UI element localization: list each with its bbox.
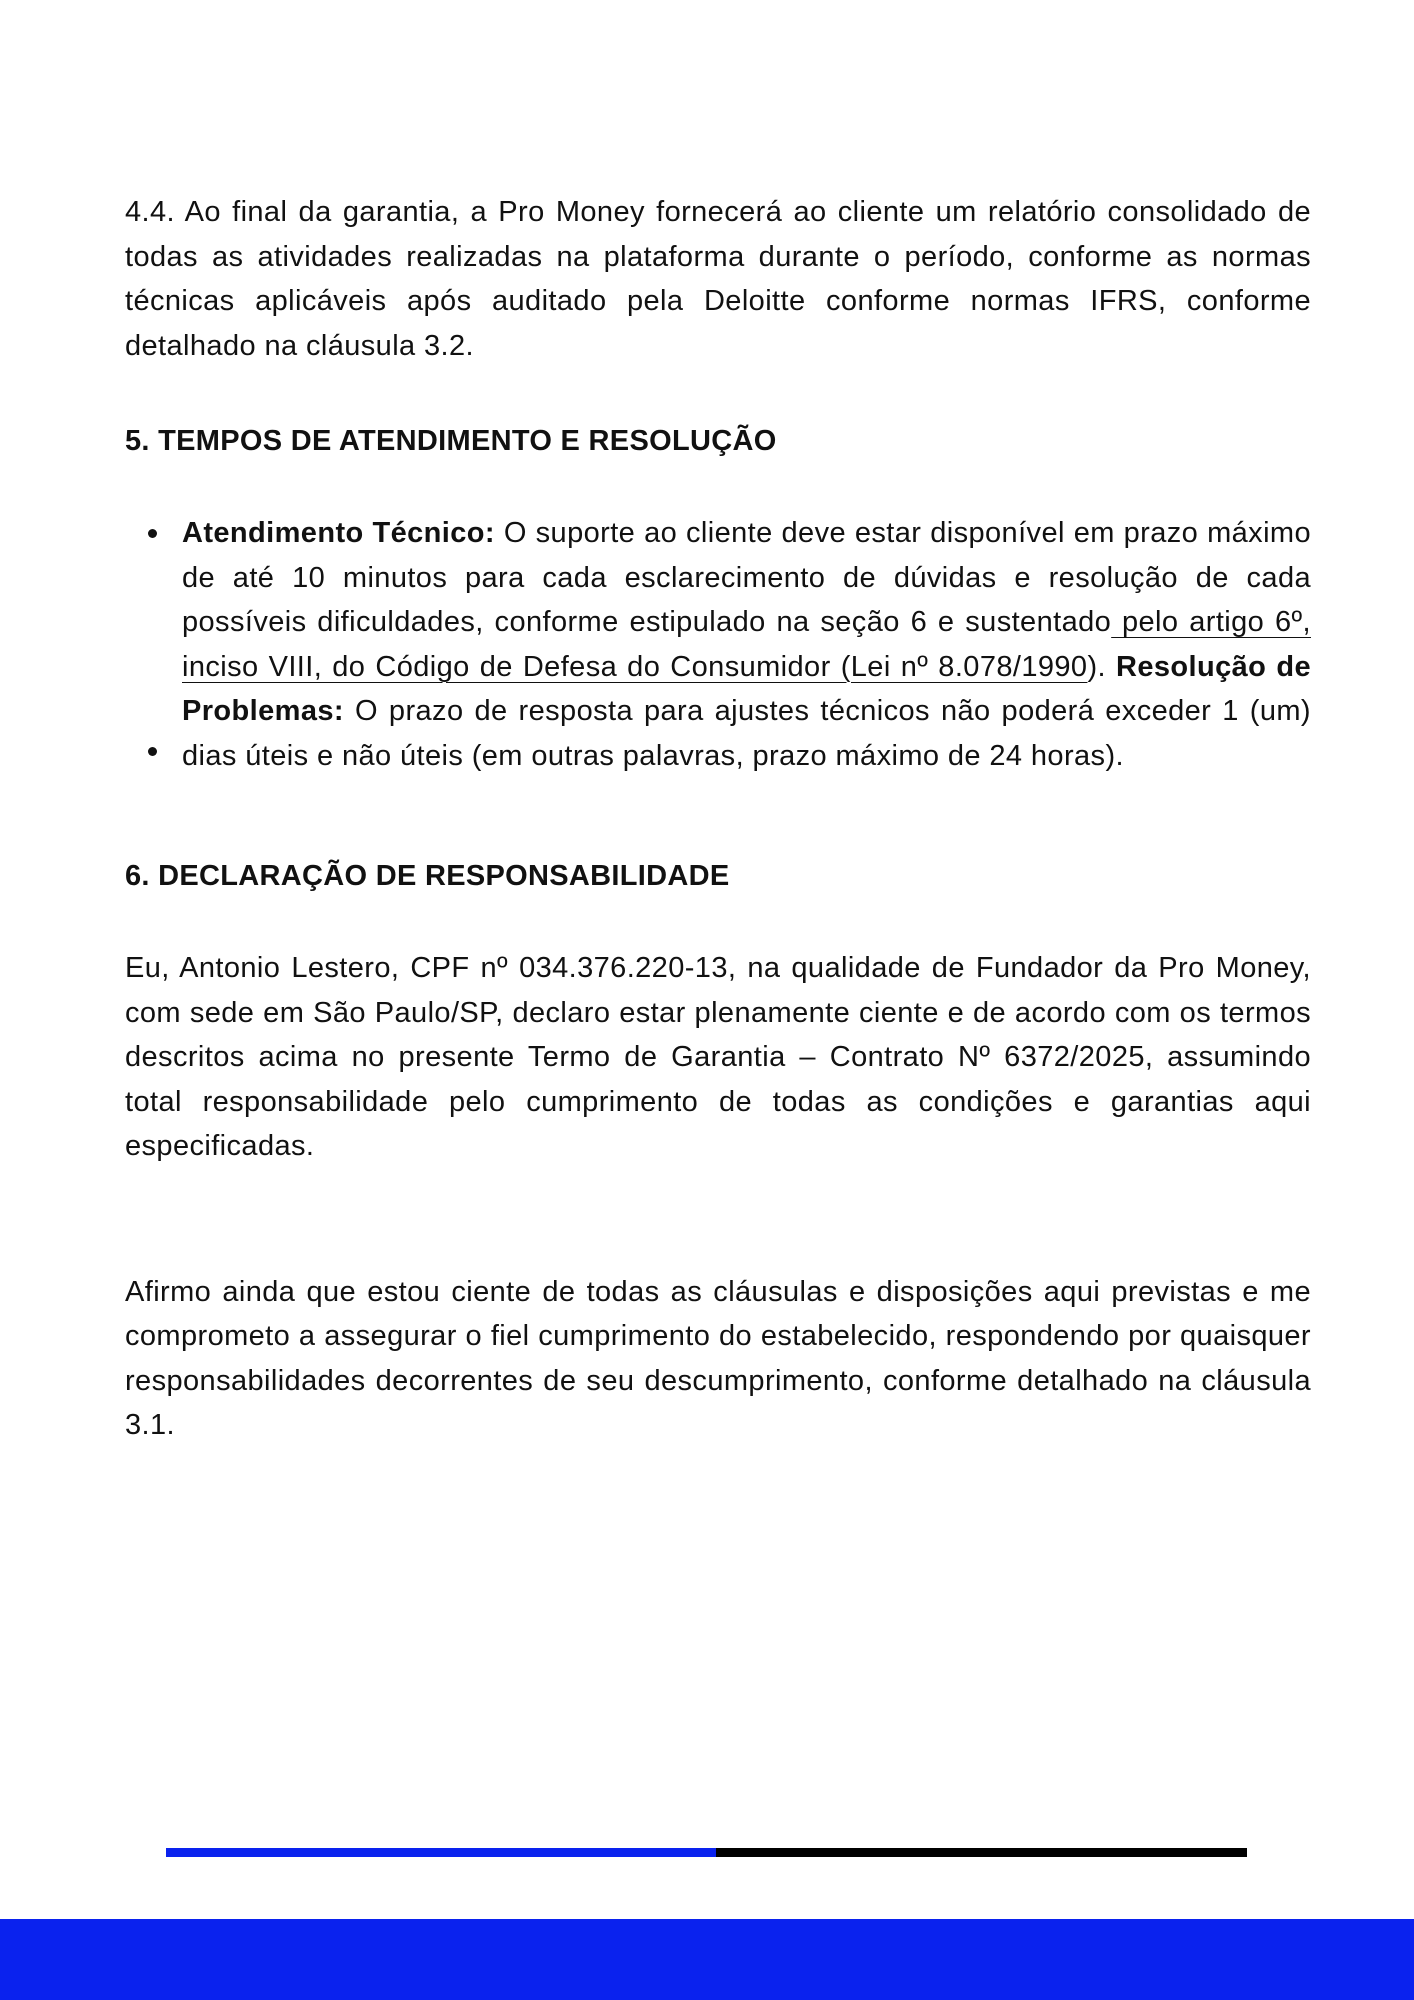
atendimento-label: Atendimento Técnico: xyxy=(182,517,495,549)
section-5-heading: 5. TEMPOS DE ATENDIMENTO E RESOLUÇÃO xyxy=(125,425,777,457)
legal-reference: pelo artigo 6º, inciso VIII, do Código de Defesa do Consumidor (Lei nº 8.078/1990 xyxy=(182,606,1311,683)
atendimento-text-end: ). xyxy=(1087,650,1106,683)
resolucao-text: O prazo de resposta para ajustes técnicos não poderá exceder 1 (um) dias úteis e não úteis (em outras palavras, prazo máximo de 24 horas). xyxy=(182,695,1311,772)
footer-band xyxy=(0,1919,1414,2000)
list-item-atendimento xyxy=(125,511,1311,778)
section-6-heading: 6. DECLARAÇÃO DE RESPONSABILIDADE xyxy=(125,860,730,892)
footer-rule-blue xyxy=(166,1848,716,1857)
declaration-paragraph: Eu, Antonio Lestero, CPF nº 034.376.220-13, na qualidade de Fundador da Pro Money, com sede em São Paulo/SP, declaro estar plenamente ciente e de acordo com os termos descritos acima no presente Termo de Garantia – Contrato Nº 6372/2025, assumindo total responsabilidade pelo cumprimento de todas as condições e garantias aqui especificadas. xyxy=(125,952,1311,1162)
document-body xyxy=(125,190,1311,1448)
atendimento-text: O suporte ao cliente deve estar disponível em prazo máximo de até 10 minutos para cada esclarecimento de dúvidas e resolução de cada possíveis dificuldades, conforme estipulado na seção 6 e sustentado xyxy=(182,517,1311,638)
section-5-list xyxy=(125,511,1311,778)
bullet-dot xyxy=(148,747,157,756)
clause-4-4-paragraph: 4.4. Ao final da garantia, a Pro Money fornecerá ao cliente um relatório consolidado de todas as atividades realizadas na plataforma durante o período, conforme as normas técnicas aplicáveis após auditado pela Deloitte conforme normas IFRS, conforme detalhado na cláusula 3.2. xyxy=(125,196,1311,362)
affirmation-paragraph: Afirmo ainda que estou ciente de todas as cláusulas e disposições aqui previstas e me comprometo a assegurar o fiel cumprimento do estabelecido, respondendo por quaisquer responsabilidades decorrentes de seu descumprimento, conforme detalhado na cláusula 3.1. xyxy=(125,1275,1311,1441)
resolucao-label: Resolução de Problemas: xyxy=(182,650,1311,727)
bullet-dot xyxy=(148,529,157,538)
footer-rule-black xyxy=(716,1848,1247,1857)
